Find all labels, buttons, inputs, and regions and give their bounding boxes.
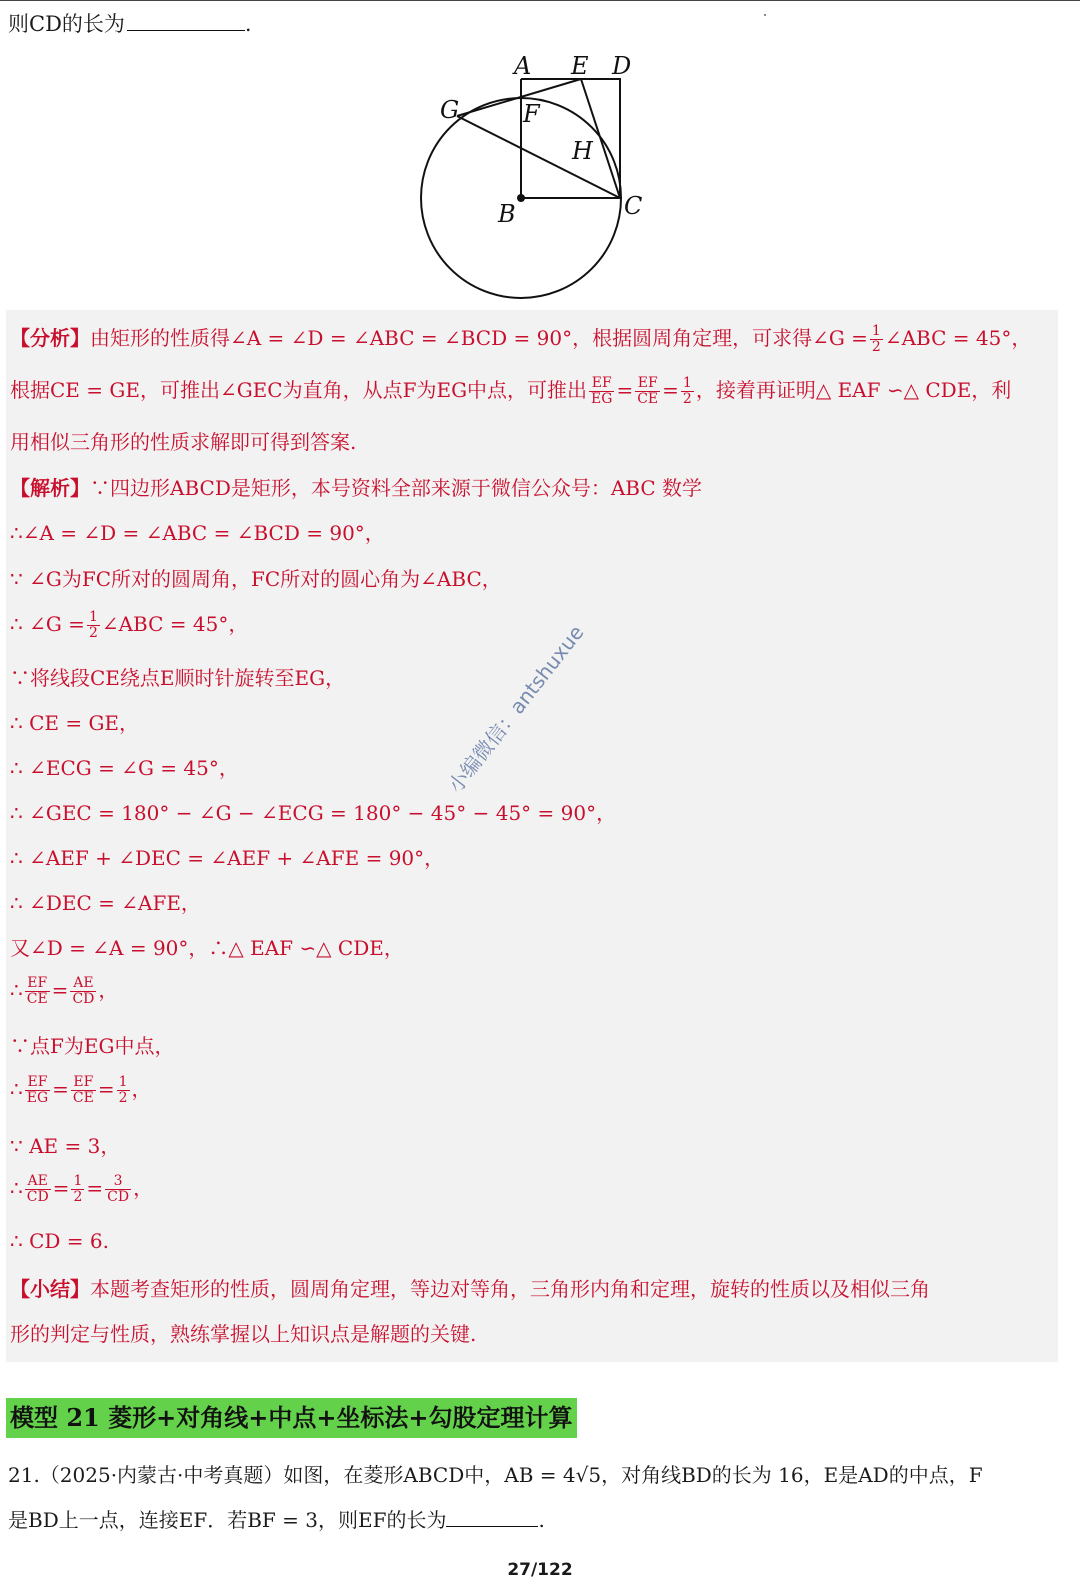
analysis-line-2 (10, 374, 1011, 407)
frac-den: CD (72, 991, 95, 1007)
summary-line-1 (10, 1273, 930, 1302)
frac-num: 1 (871, 323, 881, 339)
frac-den: EG (26, 1090, 49, 1106)
equals: = (616, 378, 634, 402)
fraction (105, 1174, 131, 1205)
speck (764, 14, 766, 16)
frac-num: EF (25, 976, 50, 992)
analysis-tag: 【分析】 (10, 326, 90, 350)
frac-den: CE (26, 991, 48, 1007)
equals: = (52, 1176, 70, 1200)
frac-den: CE (72, 1090, 94, 1106)
analysis-text-1b: ∠ABC = 45°， (884, 326, 1032, 350)
step-2: ∴∠A = ∠D = ∠ABC = ∠BCD = 90°， (10, 521, 385, 545)
fraction (70, 976, 96, 1007)
frac-num: EF (71, 1075, 96, 1091)
analysis-text-2a: 根据CE = GE，可推出∠GEC为直角，从点F为EG中点，可推出 (10, 378, 588, 402)
fraction (681, 376, 694, 407)
frac-den: 2 (682, 391, 692, 407)
step-16-d: ， (133, 1176, 154, 1200)
summary-tag: 【小结】 (10, 1277, 90, 1301)
fraction (25, 976, 50, 1007)
fraction (635, 376, 660, 407)
step-4-a: ∴ ∠G = (10, 612, 85, 636)
frac-den: EG (591, 391, 613, 407)
question-21-line-2 (8, 1504, 545, 1533)
fraction (71, 1075, 96, 1106)
frac-den: CD (107, 1189, 130, 1205)
fraction (589, 376, 614, 407)
frac-den: 2 (73, 1189, 83, 1205)
step-14-d: ， (131, 1077, 152, 1101)
analysis-line-1 (10, 322, 1031, 355)
frac-num: 1 (118, 1074, 128, 1090)
equals: = (52, 1077, 69, 1101)
step-14 (10, 1073, 152, 1106)
step-12-c: ， (98, 978, 119, 1002)
label-f: F (523, 100, 540, 128)
step-17: ∴ CD = 6. (10, 1229, 109, 1253)
step-12 (10, 974, 118, 1007)
model-title: 模型 21 菱形+对角线+中点+坐标法+勾股定理计算 (6, 1398, 577, 1438)
question-top-text: 则CD的长为 (8, 12, 125, 36)
geometry-svg (410, 48, 650, 303)
rectangle-abcd (521, 79, 620, 198)
frac-num: EF (25, 1075, 50, 1091)
label-c: C (624, 192, 643, 220)
fraction (87, 610, 100, 641)
equals: = (662, 378, 679, 402)
answer-blank-21 (446, 1508, 538, 1527)
frac-num: 1 (73, 1173, 83, 1189)
solve-text-1: ∵四边形ABCD是矩形，本号资料全部来源于微信公众号：ABC 数学 (90, 476, 703, 500)
solve-line-1 (10, 472, 702, 501)
question-top (8, 8, 252, 38)
question-top-end: . (244, 12, 252, 36)
summary-text-1: 本题考查矩形的性质，圆周角定理，等边对等角，三角形内角和定理，旋转的性质以及相似三角 (90, 1277, 930, 1301)
question-21-end: . (538, 1508, 545, 1532)
label-b: B (498, 200, 516, 228)
step-8: ∴ ∠GEC = 180° − ∠G − ∠ECG = 180° − 45° − 45° = 90°， (10, 801, 617, 825)
step-7: ∴ ∠ECG = ∠G = 45°， (10, 756, 239, 780)
segment-gc (457, 116, 620, 198)
frac-den: CD (26, 1189, 49, 1205)
step-10: ∴ ∠DEC = ∠AFE， (10, 891, 201, 915)
step-14-a: ∴ (10, 1077, 23, 1101)
step-16-a: ∴ (10, 1176, 23, 1200)
analysis-line-3: 用相似三角形的性质求解即可得到答案. (10, 430, 357, 454)
frac-num: EF (589, 376, 614, 392)
fraction (117, 1075, 130, 1106)
frac-den: CE (637, 391, 659, 407)
label-e: E (571, 52, 589, 80)
center-b (517, 194, 525, 202)
top-rule (0, 0, 1080, 1)
analysis-text-1: 由矩形的性质得∠A = ∠D = ∠ABC = ∠BCD = 90°，根据圆周角定理，可求得∠G = (90, 326, 868, 350)
frac-num: AE (25, 1174, 51, 1190)
step-11: 又∠D = ∠A = 90°，∴△ EAF ∽△ CDE， (10, 936, 404, 960)
question-21-line-1: 21.（2025·内蒙古·中考真题）如图，在菱形ABCD中，AB = 4√5，对角线BD的长为 16，E是AD的中点，F (8, 1463, 983, 1487)
step-9: ∴ ∠AEF + ∠DEC = ∠AEF + ∠AFE = 90°， (10, 846, 445, 870)
question-21-text-2: 是BD上一点，连接EF．若BF = 3，则EF的长为 (8, 1508, 447, 1532)
step-16 (10, 1172, 153, 1205)
solution-panel (6, 310, 1058, 1362)
summary-line-2: 形的判定与性质，熟练掌握以上知识点是解题的关键. (10, 1322, 477, 1346)
page-number: 27/122 (507, 1560, 573, 1580)
fraction (71, 1174, 84, 1205)
equals: = (97, 1077, 115, 1101)
step-12-a: ∴ (10, 978, 23, 1002)
frac-num: 1 (682, 375, 692, 391)
step-6: ∴ CE = GE， (10, 711, 140, 735)
frac-num: EF (635, 376, 660, 392)
frac-den: 2 (118, 1090, 128, 1106)
step-15: ∵ AE = 3， (10, 1134, 121, 1158)
solve-tag: 【解析】 (10, 476, 90, 500)
equals: = (51, 978, 69, 1002)
frac-den: 2 (88, 625, 98, 641)
frac-num: 3 (105, 1174, 131, 1190)
step-4 (10, 608, 248, 641)
step-3: ∵ ∠G为FC所对的圆周角，FC所对的圆心角为∠ABC， (10, 567, 502, 591)
step-13: ∵点F为EG中点， (10, 1034, 175, 1058)
watermark: 小编微信：antshuxue (443, 620, 589, 798)
fraction (25, 1174, 51, 1205)
label-d: D (612, 52, 632, 80)
frac-num: 1 (88, 609, 98, 625)
step-5: ∵将线段CE绕点E顺时针旋转至EG， (10, 666, 346, 690)
geometry-figure (410, 48, 650, 307)
step-4-b: ∠ABC = 45°， (101, 612, 249, 636)
fraction (25, 1075, 50, 1106)
segment-eg (457, 79, 581, 116)
analysis-text-2d: ，接着再证明△ EAF ∽△ CDE，利 (695, 378, 1012, 402)
equals: = (86, 1176, 104, 1200)
label-h: H (572, 137, 593, 165)
label-a: A (514, 52, 532, 80)
frac-den: 2 (871, 339, 881, 355)
answer-blank (127, 12, 245, 31)
frac-num: AE (70, 976, 96, 992)
fraction (870, 324, 883, 355)
label-g: G (440, 96, 460, 124)
